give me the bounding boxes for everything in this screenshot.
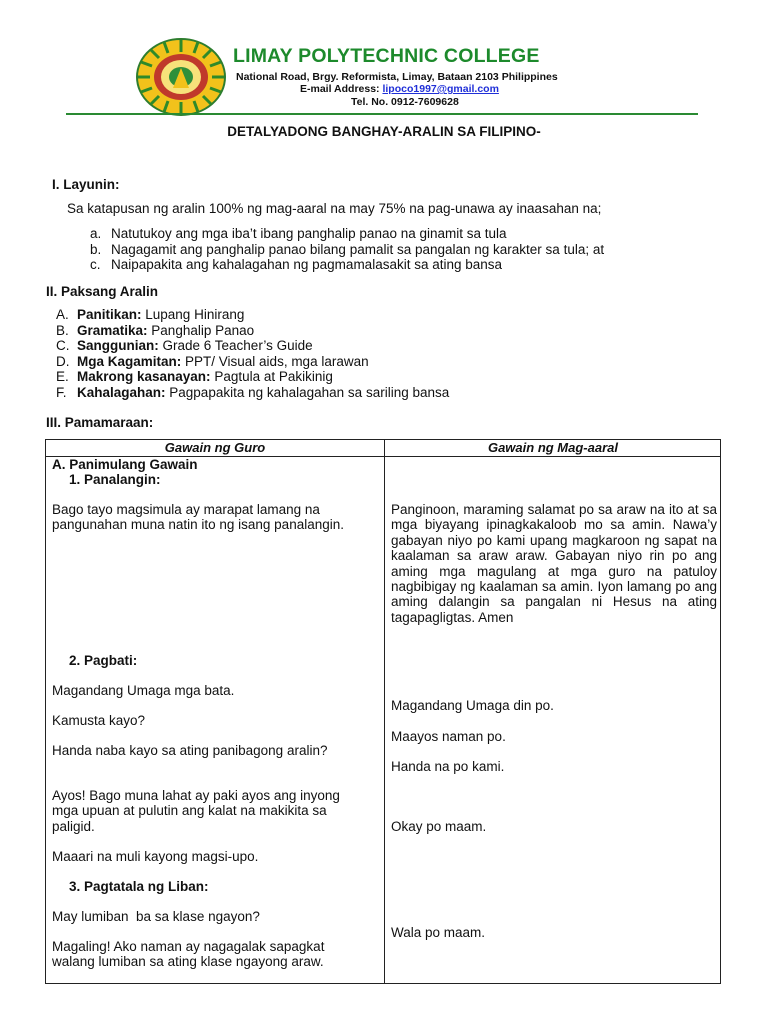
list-item: B. Gramatika: Panghalip Panao <box>56 322 255 338</box>
teacher-greeting: Magandang Umaga mga bata. <box>52 683 235 698</box>
college-name: LIMAY POLYTECHNIC COLLEGE <box>233 45 540 67</box>
subheading-pagtatala: 3. Pagtatala ng Liban: <box>69 879 209 894</box>
student-maayos: Maayos naman po. <box>391 729 506 744</box>
list-item: c. Naipapakita ang kahalagahan ng pagmamalasakit sa ating bansa <box>90 257 503 272</box>
section-pamamaraan-heading: III. Pamamaraan: <box>46 415 154 430</box>
subheading-pagbati: 2. Pagbati: <box>69 653 138 668</box>
student-wala: Wala po maam. <box>391 925 486 940</box>
college-address: National Road, Brgy. Reformista, Limay, Bataan 2103 Philippines <box>236 71 558 83</box>
column-header-guro: Gawain ng Guro <box>164 440 266 455</box>
layunin-intro: Sa katapusan ng aralin 100% ng mag-aaral na may 75% na pag-unawa ay inaasahan na; <box>67 201 602 216</box>
teacher-magaling: Magaling! Ako naman ay nagagalak sapagkat walang lumiban sa ating klase ngayong araw. <box>52 939 325 970</box>
section-layunin-heading: I. Layunin: <box>52 177 120 192</box>
email-link[interactable]: lipoco1997@gmail.com <box>382 83 499 95</box>
teacher-liban-question: May lumiban ba sa klase ngayon? <box>52 909 260 924</box>
email-line <box>300 83 499 95</box>
student-greeting: Magandang Umaga din po. <box>391 698 554 713</box>
procedure-table <box>45 439 721 984</box>
subheading-panalangin: 1. Panalangin: <box>69 472 161 487</box>
list-item: b. Nagagamit ang panghalip panao bilang pamalit sa pangalan ng karakter sa tula; at <box>90 241 605 257</box>
list-item: A. Panitikan: Lupang Hinirang <box>56 307 245 322</box>
phone-number: Tel. No. 0912-7609628 <box>351 96 459 108</box>
teacher-prayer-intro: Bago tayo magsimula ay marapat lamang na pangunahan muna natin ito ng isang panalangin. <box>52 502 344 533</box>
part-a-heading: A. Panimulang Gawain <box>52 457 198 472</box>
email-label: E-mail Address: <box>300 83 383 95</box>
list-item: a. Natutukoy ang mga iba’t ibang panghalip panao na ginamit sa tula <box>90 226 507 241</box>
teacher-handa: Handa naba kayo sa ating panibagong aralin? <box>52 743 328 758</box>
college-seal-logo <box>136 38 226 116</box>
paksang-aralin-list <box>56 307 449 400</box>
teacher-ayos: Ayos! Bago muna lahat ay paki ayos ang inyong mga upuan at pulutin ang kalat na makikita sa paligid. <box>52 788 340 834</box>
section-paksang-aralin-heading: II. Paksang Aralin <box>46 284 159 299</box>
header-divider <box>66 113 698 115</box>
student-okay: Okay po maam. <box>391 819 487 834</box>
teacher-magsi-upo: Maaari na muli kayong magsi-upo. <box>52 849 259 864</box>
document-title: DETALYADONG BANGHAY-ARALIN SA FILIPINO- <box>227 124 541 139</box>
student-prayer: Panginoon, maraming salamat po sa araw na ito at sa mga biyayang ipinagkakaloob mo sa amin. Nawa’y gabayan niyo po kami upang magkaroon ng sapat na kaalaman sa araw araw. Gabayan niyo rin po ang aming mga magulang at mga guro na patuloy nagbibigay ng kaalaman sa amin. Iyon lamang po ang aming dalangin sa pangalan ni Hesus na ating tagapagligtas. Amen <box>391 502 717 625</box>
column-header-mag-aaral: Gawain ng Mag-aaral <box>487 440 619 455</box>
list-item: D. Mga Kagamitan: PPT/ Visual aids, mga larawan <box>56 353 369 369</box>
list-item: E. Makrong kasanayan: Pagtula at Pakikinig <box>56 369 333 384</box>
column-divider <box>384 440 385 983</box>
layunin-list <box>90 226 604 273</box>
list-item: C. Sanggunian: Grade 6 Teacher’s Guide <box>56 338 313 353</box>
list-item: F. Kahalagahan: Pagpapakita ng kahalagahan sa sariling bansa <box>56 384 450 400</box>
student-handa: Handa na po kami. <box>391 759 505 774</box>
teacher-kamusta: Kamusta kayo? <box>52 713 146 728</box>
